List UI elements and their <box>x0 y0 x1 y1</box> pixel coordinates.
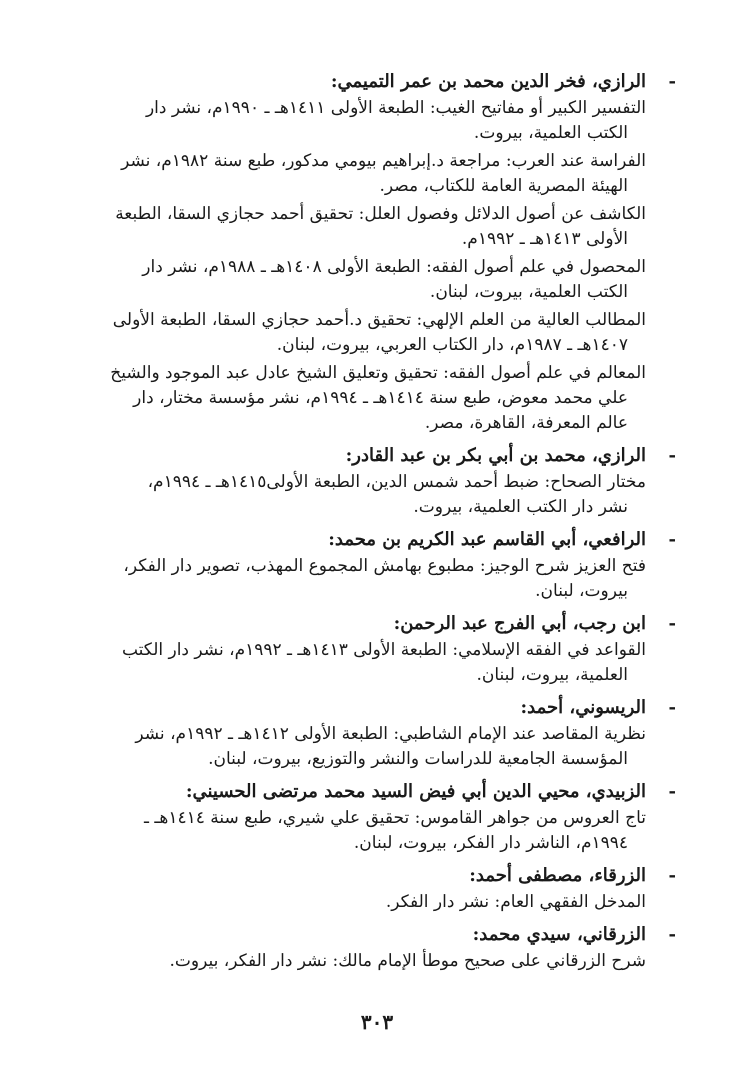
work-line: المحصول في علم أصول الفقه: الطبعة الأولى ١٤٠٨هـ ـ ١٩٨٨م، نشر دار <box>142 257 646 277</box>
author-heading <box>106 694 676 722</box>
work-entry <box>106 806 646 856</box>
work-line: الكتب العلمية، بيروت، لبنان. <box>429 282 628 302</box>
work-entry <box>106 638 646 688</box>
work-line: الكاشف عن أصول الدلائل وفصول العلل: تحقيق أحمد حجازي السقا، الطبعة <box>115 204 646 224</box>
work-entry <box>106 255 646 305</box>
bibliography-entry <box>106 921 676 974</box>
bibliography-entry <box>106 694 676 772</box>
author-name: الزرقاء، مصطفى أحمد: <box>469 865 646 886</box>
author-heading <box>106 610 676 638</box>
entry-dash: - <box>668 529 676 550</box>
entry-dash: - <box>668 924 676 945</box>
author-heading <box>106 862 676 890</box>
work-line: المطالب العالية من العلم الإلهي: تحقيق د.أحمد حجازي السقا، الطبعة الأولى <box>112 310 646 330</box>
work-line: عالم المعرفة، القاهرة، مصر. <box>424 413 628 433</box>
bibliography-page <box>106 62 676 977</box>
work-line: المعالم في علم أصول الفقه: تحقيق وتعليق الشيخ عادل عبد الموجود والشيخ <box>110 363 646 383</box>
entry-dash: - <box>668 445 676 466</box>
work-line: المؤسسة الجامعية للدراسات والنشر والتوزيع، بيروت، لبنان. <box>208 749 628 769</box>
author-name: ابن رجب، أبي الفرج عبد الرحمن: <box>393 613 646 634</box>
author-heading <box>106 68 676 96</box>
work-line: الأولى ١٤١٣هـ ـ ١٩٩٢م. <box>461 229 628 249</box>
entry-dash: - <box>668 697 676 718</box>
bibliography-entry <box>106 778 676 856</box>
entry-dash: - <box>668 613 676 634</box>
work-entry <box>106 308 646 358</box>
work-line: علي محمد معوض، طبع سنة ١٤١٤هـ ـ ١٩٩٤م، نشر مؤسسة مختار، دار <box>133 388 628 408</box>
work-line: التفسير الكبير أو مفاتيح الغيب: الطبعة الأولى ١٤١١هـ ـ ١٩٩٠م، نشر دار <box>145 98 646 118</box>
work-entry <box>106 949 646 974</box>
author-name: الزبيدي، محيي الدين أبي فيض السيد محمد مرتضى الحسيني: <box>185 781 646 802</box>
author-name: الرازي، فخر الدين محمد بن عمر التميمي: <box>330 71 646 92</box>
work-line: العلمية، بيروت، لبنان. <box>476 665 628 685</box>
author-heading <box>106 442 676 470</box>
bibliography-entry <box>106 442 676 520</box>
bibliography-entry <box>106 610 676 688</box>
author-name: الرافعي، أبي القاسم عبد الكريم بن محمد: <box>328 529 646 550</box>
work-entry <box>106 890 646 915</box>
bibliography-entry <box>106 68 676 436</box>
author-name: الريسوني، أحمد: <box>520 697 646 718</box>
work-line: نشر دار الكتب العلمية، بيروت. <box>413 497 628 517</box>
entry-dash: - <box>668 865 676 886</box>
entry-dash: - <box>668 71 676 92</box>
author-heading <box>106 526 676 554</box>
work-entry <box>106 722 646 772</box>
work-line: فتح العزيز شرح الوجيز: مطبوع بهامش المجموع المهذب، تصوير دار الفكر، <box>123 556 646 576</box>
work-line: ١٩٩٤م، الناشر دار الفكر، بيروت، لبنان. <box>353 833 628 853</box>
author-name: الرازي، محمد بن أبي بكر بن عبد القادر: <box>345 445 646 466</box>
entry-dash: - <box>668 781 676 802</box>
work-line: مختار الصحاح: ضبط أحمد شمس الدين، الطبعة الأولى١٤١٥هـ ـ ١٩٩٤م، <box>147 472 646 492</box>
work-line: الفراسة عند العرب: مراجعة د.إبراهيم بيومي مدكور، طبع سنة ١٩٨٢م، نشر <box>121 151 646 171</box>
author-heading <box>106 921 676 949</box>
work-entry <box>106 470 646 520</box>
work-entry <box>106 202 646 252</box>
work-entry <box>106 554 646 604</box>
work-entry <box>106 149 646 199</box>
work-line: تاج العروس من جواهر القاموس: تحقيق علي شيري، طبع سنة ١٤١٤هـ ـ <box>144 808 646 828</box>
work-entry <box>106 361 646 436</box>
work-line: نظرية المقاصد عند الإمام الشاطبي: الطبعة الأولى ١٤١٢هـ ـ ١٩٩٢م، نشر <box>135 724 646 744</box>
work-line: شرح الزرقاني على صحيح موطأ الإمام مالك: نشر دار الفكر، بيروت. <box>169 951 646 971</box>
page-number: ٣٠٣ <box>360 1010 394 1034</box>
work-line: المدخل الفقهي العام: نشر دار الفكر. <box>385 892 646 912</box>
work-line: بيروت، لبنان. <box>535 581 628 601</box>
bibliography-entry <box>106 526 676 604</box>
bibliography-entry <box>106 862 676 915</box>
work-line: الكتب العلمية، بيروت. <box>473 123 628 143</box>
author-name: الزرقاني، سيدي محمد: <box>472 924 646 945</box>
author-heading <box>106 778 676 806</box>
work-line: القواعد في الفقه الإسلامي: الطبعة الأولى ١٤١٣هـ ـ ١٩٩٢م، نشر دار الكتب <box>121 640 646 660</box>
work-line: ١٤٠٧هـ ـ ١٩٨٧م، دار الكتاب العربي، بيروت، لبنان. <box>276 335 628 355</box>
work-line: الهيئة المصرية العامة للكتاب، مصر. <box>379 176 628 196</box>
work-entry <box>106 96 646 146</box>
